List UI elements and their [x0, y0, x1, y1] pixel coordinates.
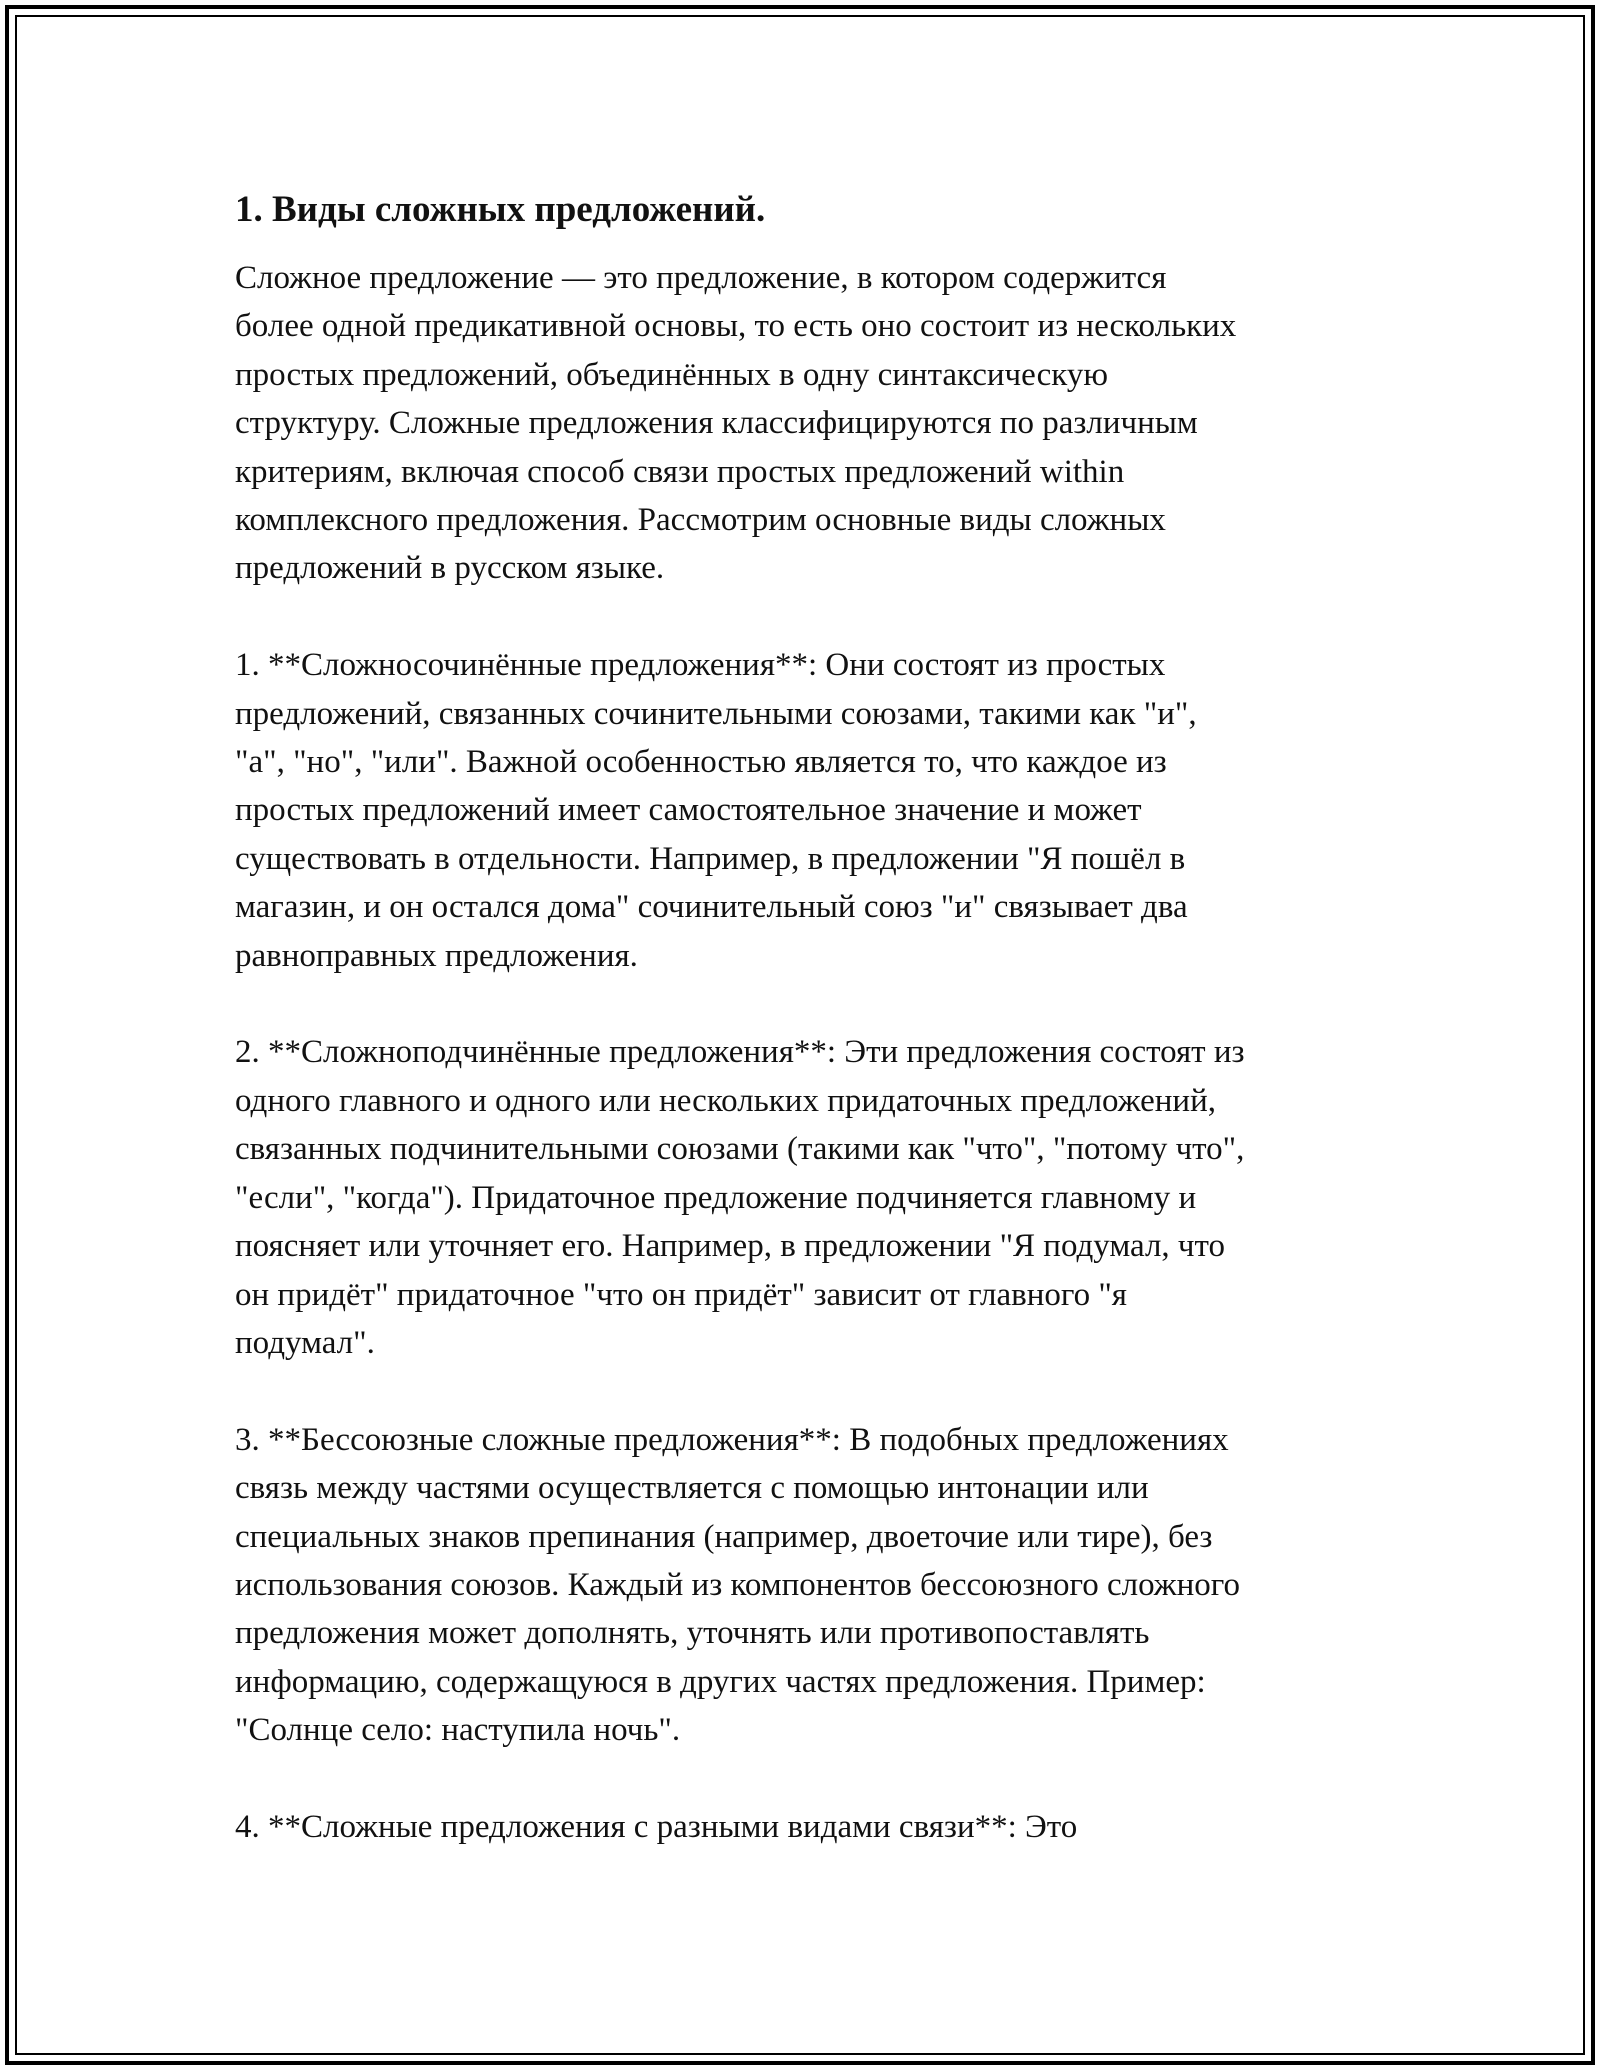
document-page: [235, 186, 1375, 1900]
paragraph-compound-sentences: 1. **Сложносочинённые предложения**: Они состоят из простых предложений, связанных сочинительными союзами, такими как "и", "а", "но", "или". Важной особенностью является то, что каждое из простых предложений имеет самостоятельное значение и может существовать в отдельности. Например, в предложении "Я пошёл в магазин, и он остался дома" сочинительный союз "и" связывает два равноправных предложения.: [235, 647, 1197, 974]
section-heading: 1. Виды сложных предложений.: [235, 189, 766, 230]
paragraph-mixed-sentences: 4. **Сложные предложения с разными видами связи**: Это: [235, 1808, 1078, 1845]
paragraph-asyndetic-sentences: 3. **Бессоюзные сложные предложения**: В подобных предложениях связь между частями осуществляется с помощью интонации или специальных знаков препинания (например, двоеточие или тире), без использования союзов. Каждый из компонентов бессоюзного сложного предложения может дополнять, уточнять или противопоставлять информацию, содержащуюся в других частях предложения. Пример: "Солнце село: наступила ночь".: [235, 1421, 1240, 1749]
paragraph-complex-sentences: 2. **Сложноподчинённые предложения**: Эти предложения состоят из одного главного и одного или нескольких придаточных предложений, связанных подчинительными союзами (такими как "что", "потому что", "если", "когда"). Придаточное предложение подчиняется главному и поясняет или уточняет его. Например, в предложении "Я подумал, что он придёт" придаточное "что он придёт" зависит от главного "я подумал".: [235, 1034, 1245, 1361]
intro-paragraph: Сложное предложение — это предложение, в котором содержится более одной предикативной основы, то есть оно состоит из нескольких простых предложений, объединённых в одну синтаксическую структуру. Сложные предложения классифицируются по различным критериям, включая способ связи простых предложений within комплексного предложения. Рассмотрим основные виды сложных предложений в русском языке.: [235, 260, 1237, 587]
